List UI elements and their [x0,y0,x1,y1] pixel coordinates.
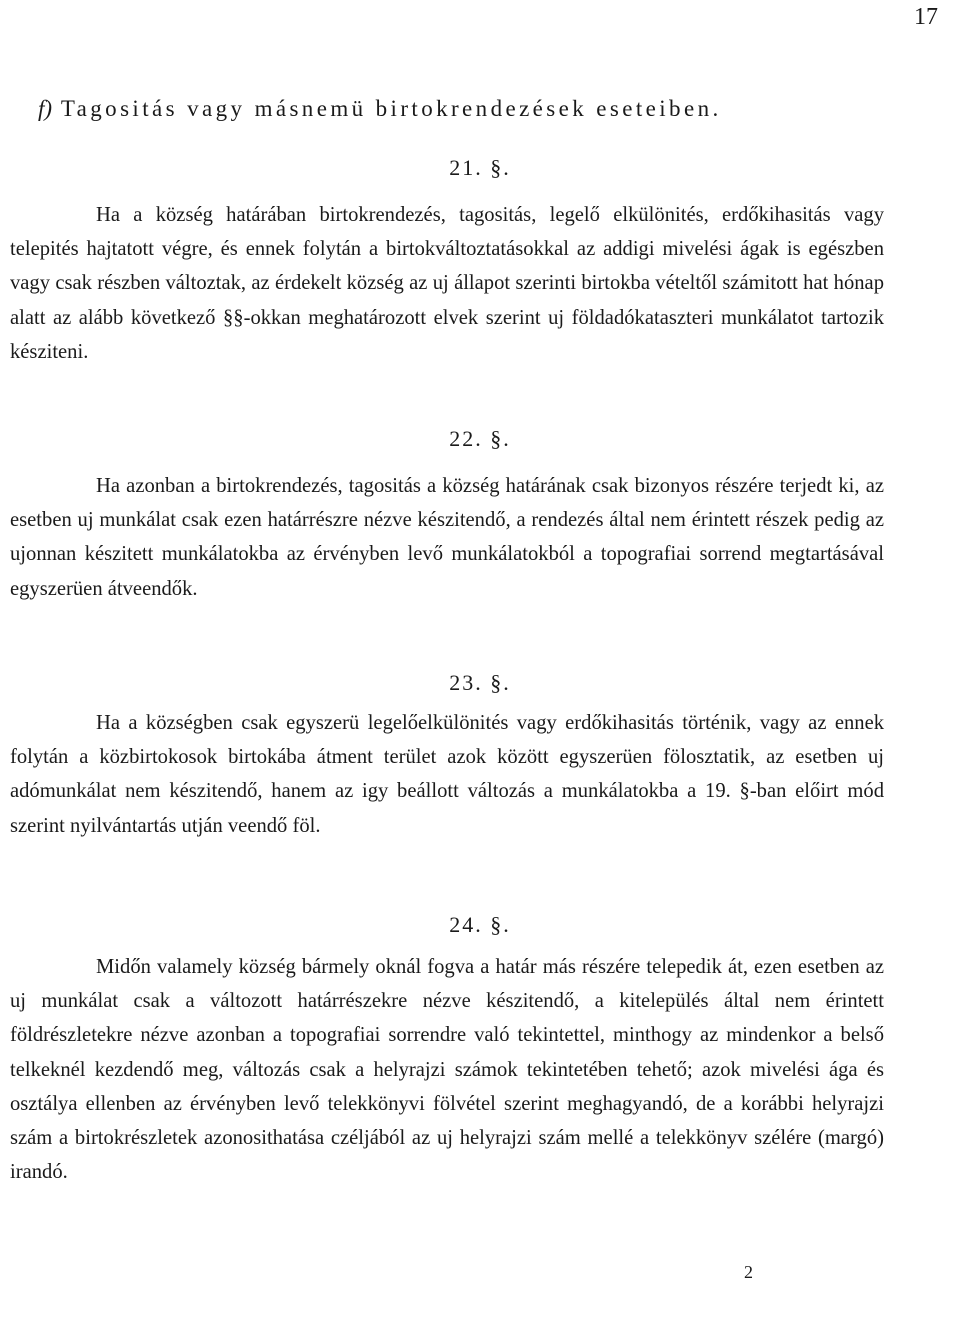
section-title: Tagositás vagy másnemü birtokrendezések eseteiben. [60,96,722,121]
paragraph-text: Midőn valamely község bármely oknál fogva a határ más részére telepedik át, ezen esetben az uj munkálat csak a változott határrészekre nézve készitendő, a kitelepülés által nem érintett földrészletekre nézve azonban a topografiai sorrendre való tekintettel, minthogy az mindenkor a belső telkeknél kezdendő meg, változás csak a helyrajzi számok tekintetében tehető; azok mivelési ága és osztálya ellenben az érvényben levő telekkönyvi fölvétel szerint meghagyandó, de a korábbi helyrajzi szám a birtokrészletek azonosithatása czéljából az uj helyrajzi szám mellé a telekkönyv szélére (margó) irandó. [10,956,884,1184]
paragraph-number: 23. §. [449,670,511,695]
section-heading [38,96,722,122]
paragraph-number: 24. §. [449,912,511,937]
paragraph-text: Ha azonban a birtokrendezés, tagositás a község határának csak bizonyos részére terjedt ki, az esetben uj munkálat csak ezen határrészre nézve készitendő, a rendezés által nem érintett részek pedig az ujonnan készitett munkálatokba az érvényben levő munkálatokból a topografiai sorrend megtartásával egyszerüen átveendők. [10,475,884,600]
paragraph-text: Ha a községben csak egyszerü legelőelkülönités vagy erdőkihasitás történik, vagy az ennek folytán a közbirtokosok birtokába átment terület azok között egyszerüen fölosztatik, az esetben uj adómunkálat nem készitendő, hanem az igy beállott változás a munkálatokba a 19. §-ban előirt mód szerint nyilvántartás utján veendő föl. [10,712,884,837]
page-number: 17 [914,4,938,30]
section-letter: f) [38,96,53,121]
paragraph-number: 21. §. [449,155,511,180]
paragraph-text: Ha a község határában birtokrendezés, tagositás, legelő elkülönités, erdőkihasitás vagy telepités hajtatott végre, és ennek folytán a birtokváltoztatásokkal az addigi mivelési ágak is egészben vagy csak részben változtak, az érdekelt község az uj állapot szerinti birtokba vételtől számitott hat hónap alatt az alább következő §§-okkan meghatározott elvek szerint uj földadókataszteri munkálatot tartozik késziteni. [10,204,884,363]
paragraph-number: 22. §. [449,426,511,451]
signature-mark: 2 [744,1262,753,1282]
